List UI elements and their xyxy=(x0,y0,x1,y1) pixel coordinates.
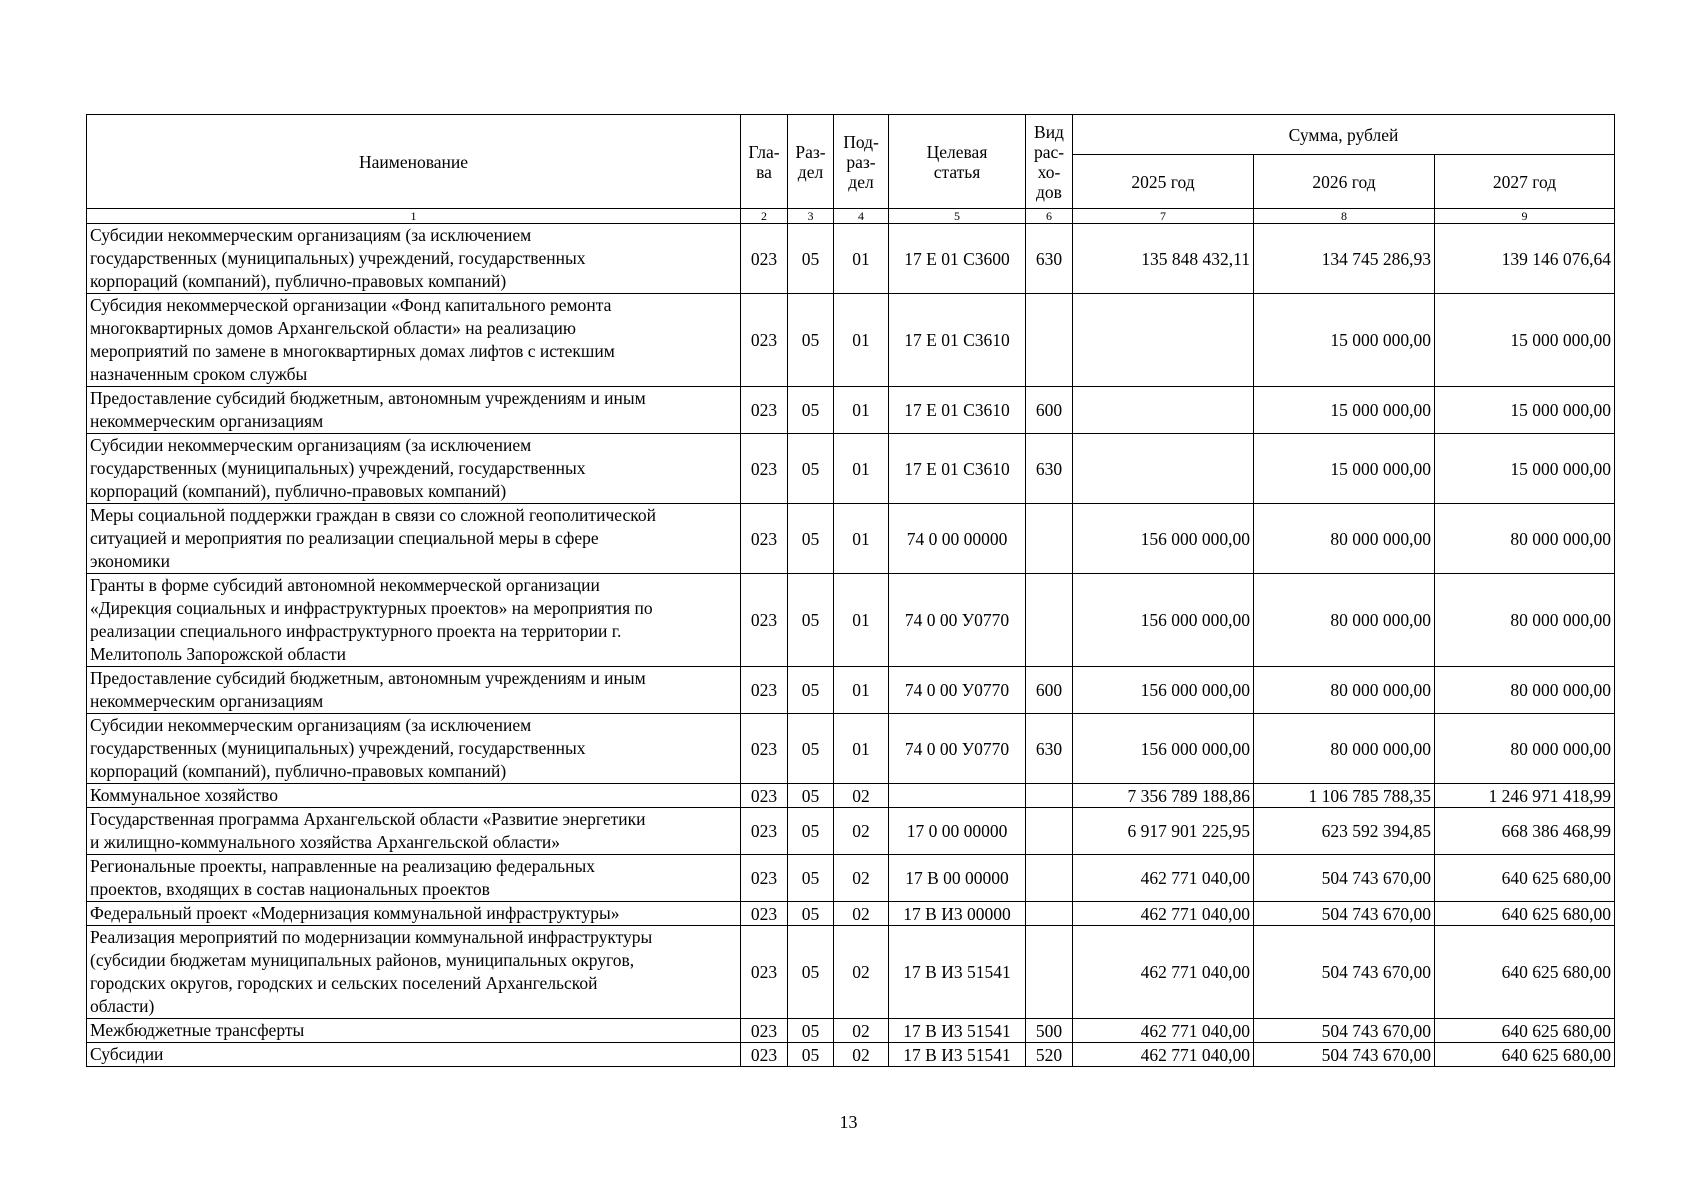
row-glava: 023 xyxy=(741,574,788,667)
table-row xyxy=(87,855,1615,902)
row-name-line: корпораций (компаний), публично-правовых компаний) xyxy=(90,761,507,781)
row-name-line: Предоставление субсидий бюджетным, автономным учреждениям и иным xyxy=(90,388,646,408)
row-glava: 023 xyxy=(741,224,788,294)
row-name-line: некоммерческим организациям xyxy=(90,691,324,711)
row-amount-2027: 640 625 680,00 xyxy=(1435,1043,1615,1067)
row-amount-2025 xyxy=(1073,294,1254,387)
row-name-line: Межбюджетные трансферты xyxy=(90,1020,305,1040)
row-podrazdel: 02 xyxy=(834,1043,889,1067)
row-target: 17 В И3 51541 xyxy=(889,1019,1026,1043)
row-razdel: 05 xyxy=(788,714,834,784)
header-glava-text: Гла- ва xyxy=(748,141,780,182)
table-body xyxy=(87,224,1615,1067)
row-amount-2027: 80 000 000,00 xyxy=(1435,574,1615,667)
row-amount-2027: 80 000 000,00 xyxy=(1435,714,1615,784)
row-podrazdel: 01 xyxy=(834,294,889,387)
row-vid xyxy=(1026,504,1073,574)
row-target: 17 В И3 51541 xyxy=(889,926,1026,1019)
table-row xyxy=(87,667,1615,714)
row-amount-2026: 504 743 670,00 xyxy=(1254,1019,1435,1043)
row-name xyxy=(87,294,741,387)
row-name xyxy=(87,808,741,855)
row-amount-2026: 80 000 000,00 xyxy=(1254,504,1435,574)
table-row xyxy=(87,926,1615,1019)
row-podrazdel: 02 xyxy=(834,902,889,926)
row-amount-2026: 623 592 394,85 xyxy=(1254,808,1435,855)
row-name-line: Субсидии некоммерческим организациям (за исключением xyxy=(90,225,532,245)
row-amount-2025: 462 771 040,00 xyxy=(1073,902,1254,926)
row-name xyxy=(87,574,741,667)
row-glava: 023 xyxy=(741,294,788,387)
row-name-line: экономики xyxy=(90,551,170,571)
column-number: 4 xyxy=(834,209,889,224)
header-year-2027: 2027 год xyxy=(1435,155,1615,209)
row-amount-2026: 15 000 000,00 xyxy=(1254,294,1435,387)
row-podrazdel: 02 xyxy=(834,855,889,902)
row-amount-2025: 462 771 040,00 xyxy=(1073,1019,1254,1043)
row-amount-2026: 15 000 000,00 xyxy=(1254,434,1435,504)
row-podrazdel: 01 xyxy=(834,434,889,504)
row-amount-2026: 80 000 000,00 xyxy=(1254,714,1435,784)
row-podrazdel: 01 xyxy=(834,574,889,667)
row-name-line: области) xyxy=(90,996,155,1016)
table-row xyxy=(87,504,1615,574)
row-vid xyxy=(1026,294,1073,387)
row-amount-2026: 80 000 000,00 xyxy=(1254,667,1435,714)
row-target: 17 Е 01 С3610 xyxy=(889,294,1026,387)
row-razdel: 05 xyxy=(788,902,834,926)
row-name-line: реализации специального инфраструктурного проекта на территории г. xyxy=(90,621,622,641)
row-amount-2027: 80 000 000,00 xyxy=(1435,504,1615,574)
row-name-line: корпораций (компаний), публично-правовых компаний) xyxy=(90,271,507,291)
row-amount-2027: 640 625 680,00 xyxy=(1435,926,1615,1019)
table-row xyxy=(87,714,1615,784)
row-target: 17 В И3 51541 xyxy=(889,1043,1026,1067)
row-razdel: 05 xyxy=(788,574,834,667)
row-name xyxy=(87,667,741,714)
row-target: 74 0 00 00000 xyxy=(889,504,1026,574)
row-amount-2025: 156 000 000,00 xyxy=(1073,667,1254,714)
row-name-line: корпораций (компаний), публично-правовых компаний) xyxy=(90,481,507,501)
row-vid: 630 xyxy=(1026,714,1073,784)
row-name xyxy=(87,224,741,294)
row-vid xyxy=(1026,784,1073,808)
header-glava xyxy=(741,115,788,209)
row-razdel: 05 xyxy=(788,855,834,902)
table-row xyxy=(87,294,1615,387)
row-name-line: «Дирекция социальных и инфраструктурных проектов» на мероприятия по xyxy=(90,598,653,618)
row-target: 74 0 00 У0770 xyxy=(889,574,1026,667)
row-amount-2025: 462 771 040,00 xyxy=(1073,926,1254,1019)
row-amount-2027: 139 146 076,64 xyxy=(1435,224,1615,294)
row-name-line: ситуацией и мероприятия по реализации специальной меры в сфере xyxy=(90,528,599,548)
row-razdel: 05 xyxy=(788,434,834,504)
row-name-line: городских округов, городских и сельских поселений Архангельской xyxy=(90,973,598,993)
row-vid: 600 xyxy=(1026,387,1073,434)
header-razdel-text: Раз- дел xyxy=(795,141,826,182)
header-podrazdel-text: Под- раз- дел xyxy=(843,131,879,192)
row-target: 17 Е 01 С3610 xyxy=(889,387,1026,434)
row-amount-2027: 640 625 680,00 xyxy=(1435,855,1615,902)
row-glava: 023 xyxy=(741,387,788,434)
row-name-line: мероприятий по замене в многоквартирных домах лифтов с истекшим xyxy=(90,341,615,361)
row-name-line: Региональные проекты, направленные на реализацию федеральных xyxy=(90,856,595,876)
row-name xyxy=(87,926,741,1019)
table-row xyxy=(87,574,1615,667)
row-glava: 023 xyxy=(741,714,788,784)
row-name-line: Государственная программа Архангельской области «Развитие энергетики xyxy=(90,809,646,829)
row-glava: 023 xyxy=(741,902,788,926)
column-number-row xyxy=(87,209,1615,224)
row-amount-2026: 134 745 286,93 xyxy=(1254,224,1435,294)
row-name xyxy=(87,1019,741,1043)
row-vid: 520 xyxy=(1026,1043,1073,1067)
row-name xyxy=(87,1043,741,1067)
row-podrazdel: 01 xyxy=(834,504,889,574)
row-podrazdel: 01 xyxy=(834,714,889,784)
row-podrazdel: 02 xyxy=(834,808,889,855)
row-glava: 023 xyxy=(741,784,788,808)
row-amount-2025: 135 848 432,11 xyxy=(1073,224,1254,294)
header-year-2026: 2026 год xyxy=(1254,155,1435,209)
row-name-line: Субсидии xyxy=(90,1044,164,1064)
row-glava: 023 xyxy=(741,1019,788,1043)
table-row xyxy=(87,784,1615,808)
row-vid: 500 xyxy=(1026,1019,1073,1043)
column-number: 7 xyxy=(1073,209,1254,224)
row-vid: 600 xyxy=(1026,667,1073,714)
row-amount-2025: 462 771 040,00 xyxy=(1073,855,1254,902)
row-target: 17 Е 01 С3610 xyxy=(889,434,1026,504)
row-podrazdel: 02 xyxy=(834,926,889,1019)
row-amount-2025: 156 000 000,00 xyxy=(1073,714,1254,784)
row-target: 17 В 00 00000 xyxy=(889,855,1026,902)
row-name-line: государственных (муниципальных) учреждений, государственных xyxy=(90,458,586,478)
header-vid xyxy=(1026,115,1073,209)
row-amount-2026: 504 743 670,00 xyxy=(1254,902,1435,926)
table-row xyxy=(87,808,1615,855)
row-name-line: Федеральный проект «Модернизация коммунальной инфраструктуры» xyxy=(90,903,620,923)
row-name-line: Субсидия некоммерческой организации «Фонд капитального ремонта xyxy=(90,295,612,315)
row-amount-2027: 1 246 971 418,99 xyxy=(1435,784,1615,808)
column-number: 3 xyxy=(788,209,834,224)
row-vid xyxy=(1026,808,1073,855)
row-name xyxy=(87,784,741,808)
row-glava: 023 xyxy=(741,667,788,714)
row-glava: 023 xyxy=(741,808,788,855)
row-razdel: 05 xyxy=(788,808,834,855)
column-number: 9 xyxy=(1435,209,1615,224)
row-name xyxy=(87,855,741,902)
page-number: 13 xyxy=(839,1112,858,1132)
row-name xyxy=(87,902,741,926)
row-amount-2026: 504 743 670,00 xyxy=(1254,1043,1435,1067)
header-podrazdel xyxy=(834,115,889,209)
row-podrazdel: 02 xyxy=(834,784,889,808)
row-podrazdel: 02 xyxy=(834,1019,889,1043)
row-vid xyxy=(1026,855,1073,902)
table-row xyxy=(87,1043,1615,1067)
row-name xyxy=(87,504,741,574)
row-razdel: 05 xyxy=(788,1043,834,1067)
header-year-2025: 2025 год xyxy=(1073,155,1254,209)
table-row xyxy=(87,1019,1615,1043)
row-glava: 023 xyxy=(741,504,788,574)
row-amount-2026: 1 106 785 788,35 xyxy=(1254,784,1435,808)
budget-document xyxy=(86,114,1614,1067)
row-target: 17 0 00 00000 xyxy=(889,808,1026,855)
column-number: 8 xyxy=(1254,209,1435,224)
header-razdel xyxy=(788,115,834,209)
row-amount-2027: 668 386 468,99 xyxy=(1435,808,1615,855)
budget-table xyxy=(86,114,1615,1067)
row-podrazdel: 01 xyxy=(834,667,889,714)
row-name xyxy=(87,387,741,434)
row-name-line: Коммунальное хозяйство xyxy=(90,785,279,805)
row-amount-2025: 462 771 040,00 xyxy=(1073,1043,1254,1067)
row-target: 74 0 00 У0770 xyxy=(889,667,1026,714)
row-name-line: Субсидии некоммерческим организациям (за исключением xyxy=(90,715,532,735)
row-vid: 630 xyxy=(1026,224,1073,294)
row-amount-2025: 156 000 000,00 xyxy=(1073,574,1254,667)
header-sum: Сумма, рублей xyxy=(1073,115,1615,155)
row-glava: 023 xyxy=(741,1043,788,1067)
row-target: 17 В И3 00000 xyxy=(889,902,1026,926)
row-razdel: 05 xyxy=(788,1019,834,1043)
row-vid xyxy=(1026,902,1073,926)
row-name xyxy=(87,434,741,504)
row-amount-2025: 156 000 000,00 xyxy=(1073,504,1254,574)
header-vid-text: Вид рас- хо- дов xyxy=(1033,121,1065,202)
header-target-text: Целевая статья xyxy=(926,141,988,182)
row-name-line: Мелитополь Запорожской области xyxy=(90,644,346,664)
row-name-line: назначенным сроком службы xyxy=(90,364,308,384)
row-amount-2026: 504 743 670,00 xyxy=(1254,926,1435,1019)
row-target: 74 0 00 У0770 xyxy=(889,714,1026,784)
row-vid xyxy=(1026,574,1073,667)
table-row xyxy=(87,224,1615,294)
row-name-line: (субсидии бюджетам муниципальных районов, муниципальных округов, xyxy=(90,950,635,970)
table-row xyxy=(87,387,1615,434)
row-amount-2026: 80 000 000,00 xyxy=(1254,574,1435,667)
row-name-line: Гранты в форме субсидий автономной некоммерческой организации xyxy=(90,575,600,595)
row-amount-2027: 640 625 680,00 xyxy=(1435,1019,1615,1043)
row-name-line: и жилищно-коммунального хозяйства Архангельской области» xyxy=(90,832,560,852)
row-amount-2027: 640 625 680,00 xyxy=(1435,902,1615,926)
row-razdel: 05 xyxy=(788,294,834,387)
column-number: 2 xyxy=(741,209,788,224)
column-number: 6 xyxy=(1026,209,1073,224)
row-amount-2025: 6 917 901 225,95 xyxy=(1073,808,1254,855)
row-razdel: 05 xyxy=(788,387,834,434)
row-amount-2025 xyxy=(1073,434,1254,504)
column-number: 5 xyxy=(889,209,1026,224)
header-name: Наименование xyxy=(87,115,741,209)
row-vid: 630 xyxy=(1026,434,1073,504)
row-glava: 023 xyxy=(741,855,788,902)
row-amount-2027: 15 000 000,00 xyxy=(1435,294,1615,387)
row-name-line: некоммерческим организациям xyxy=(90,411,324,431)
table-row xyxy=(87,902,1615,926)
row-podrazdel: 01 xyxy=(834,224,889,294)
row-name-line: Субсидии некоммерческим организациям (за исключением xyxy=(90,435,532,455)
row-name-line: Реализация мероприятий по модернизации коммунальной инфраструктуры xyxy=(90,927,653,947)
row-name-line: государственных (муниципальных) учреждений, государственных xyxy=(90,738,586,758)
row-vid xyxy=(1026,926,1073,1019)
row-razdel: 05 xyxy=(788,224,834,294)
row-target xyxy=(889,784,1026,808)
row-name-line: Меры социальной поддержки граждан в связи со сложной геополитической xyxy=(90,505,656,525)
row-amount-2025 xyxy=(1073,387,1254,434)
header-target xyxy=(889,115,1026,209)
row-name-line: проектов, входящих в состав национальных проектов xyxy=(90,879,490,899)
row-amount-2027: 80 000 000,00 xyxy=(1435,667,1615,714)
row-glava: 023 xyxy=(741,926,788,1019)
row-razdel: 05 xyxy=(788,667,834,714)
row-glava: 023 xyxy=(741,434,788,504)
row-razdel: 05 xyxy=(788,784,834,808)
row-target: 17 Е 01 С3600 xyxy=(889,224,1026,294)
column-number: 1 xyxy=(87,209,741,224)
row-name-line: Предоставление субсидий бюджетным, автономным учреждениям и иным xyxy=(90,668,646,688)
row-razdel: 05 xyxy=(788,504,834,574)
row-amount-2027: 15 000 000,00 xyxy=(1435,387,1615,434)
row-amount-2026: 504 743 670,00 xyxy=(1254,855,1435,902)
row-amount-2027: 15 000 000,00 xyxy=(1435,434,1615,504)
row-name xyxy=(87,714,741,784)
row-podrazdel: 01 xyxy=(834,387,889,434)
row-name-line: государственных (муниципальных) учреждений, государственных xyxy=(90,248,586,268)
row-razdel: 05 xyxy=(788,926,834,1019)
row-name-line: многоквартирных домов Архангельской области» на реализацию xyxy=(90,318,577,338)
table-row xyxy=(87,434,1615,504)
row-amount-2026: 15 000 000,00 xyxy=(1254,387,1435,434)
row-amount-2025: 7 356 789 188,86 xyxy=(1073,784,1254,808)
